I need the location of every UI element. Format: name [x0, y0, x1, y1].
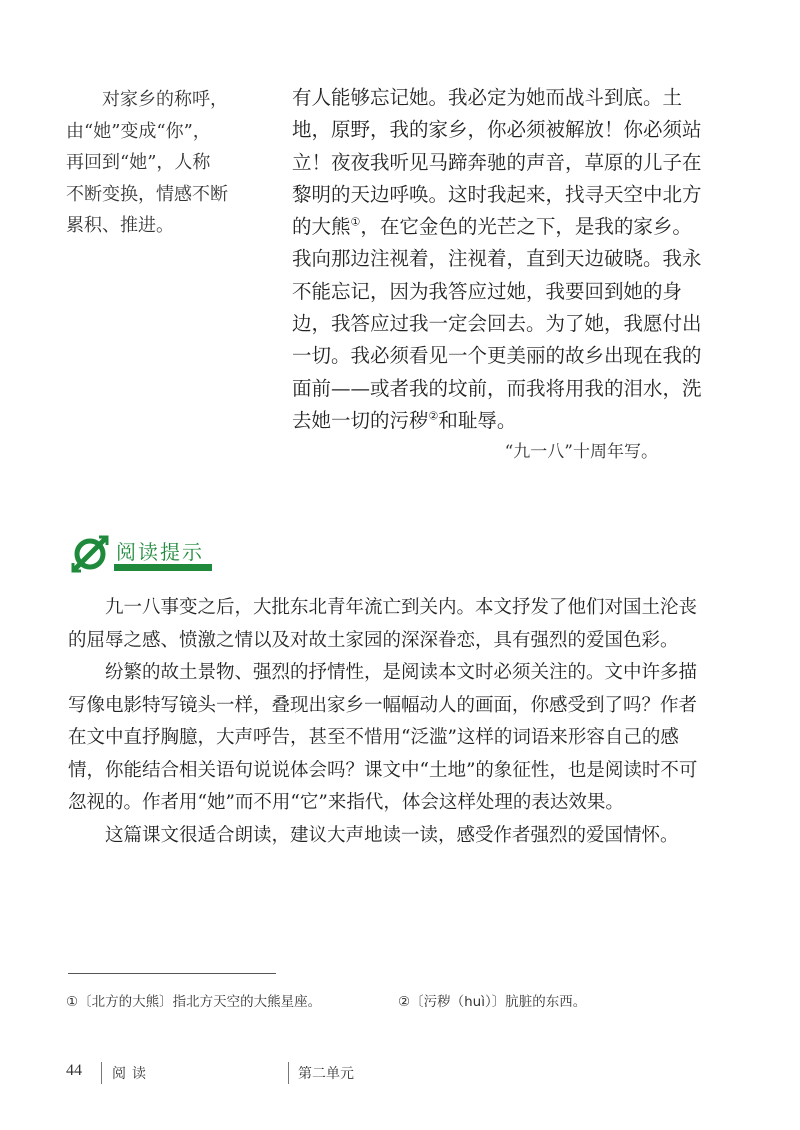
main-paragraph	[292, 82, 702, 437]
footnote-ref-1[interactable]: ①	[350, 215, 361, 229]
reading-tips-title: 阅读提示	[116, 540, 204, 564]
page-number: 44	[66, 1062, 82, 1079]
page-footer	[66, 1062, 466, 1086]
margin-note-text: 对家乡的称呼， 由“她”变成“你”， 再回到“她”，人称 不断变换，情感不断 累积、推进。	[66, 89, 228, 236]
reading-tips-body	[68, 592, 698, 852]
reading-tips-icon	[68, 532, 112, 576]
main-text-part1: 有人能够忘记她。我必定为她而战斗到底。土地，原野，我的家乡，你必须被解放！你必须站立！夜夜我听见马蹄奔驰的声音，草原的儿子在黎明的天边呼唤。这时我起来，找寻天空中北方的大熊	[292, 86, 702, 239]
tips-paragraph-3: 这篇课文很适合朗读，建议大声地读一读，感受作者强烈的爱国情怀。	[105, 824, 679, 846]
main-text	[292, 82, 702, 437]
main-text-part3: 和耻辱。	[438, 408, 517, 432]
margin-note	[66, 84, 256, 242]
footnote-1: ①〔北方的大熊〕指北方天空的大熊星座。	[66, 994, 322, 1010]
footer-divider	[288, 1062, 289, 1084]
footer-section: 阅读	[112, 1066, 152, 1082]
main-text-part2: ，在它金色的光芒之下，是我的家乡。我向那边注视着，注视着，直到天边破晓。我永不能忘记，因为我答应过她，我要回到她的身边，我答应过我一定会回去。为了她，我愿付出一切。我必须看见一个更美丽的故乡出现在我的面前——或者我的坟前，而我将用我的泪水，洗去她一切的污秽	[292, 215, 702, 432]
footnote-divider	[68, 973, 276, 974]
footnote-ref-2[interactable]: ②	[428, 409, 439, 423]
dateline: “九一八”十周年写。	[504, 442, 658, 462]
tips-paragraph-1: 九一八事变之后，大批东北青年流亡到关内。本文抒发了他们对国土沦丧的屈辱之感、愤激之情以及对故土家园的深深眷恋，具有强烈的爱国色彩。	[68, 597, 698, 651]
reading-tips-underline	[114, 564, 212, 571]
reading-tips-header	[68, 532, 228, 578]
footnote-2: ②〔污秽（huì）〕肮脏的东西。	[398, 994, 587, 1010]
footer-unit: 第二单元	[298, 1066, 354, 1082]
tips-paragraph-2: 纷繁的故土景物、强烈的抒情性，是阅读本文时必须关注的。文中许多描写像电影特写镜头一样，叠现出家乡一幅幅动人的画面，你感受到了吗？作者在文中直抒胸臆，大声呼告，甚至不惜用“泛滥”这样的词语来形容自己的感情，你能结合相关语句说说体会吗？课文中“土地”的象征性，也是阅读时不可忽视的。作者用“她”而不用“它”来指代，体会这样处理的表达效果。	[68, 662, 698, 813]
footer-divider	[101, 1062, 102, 1084]
